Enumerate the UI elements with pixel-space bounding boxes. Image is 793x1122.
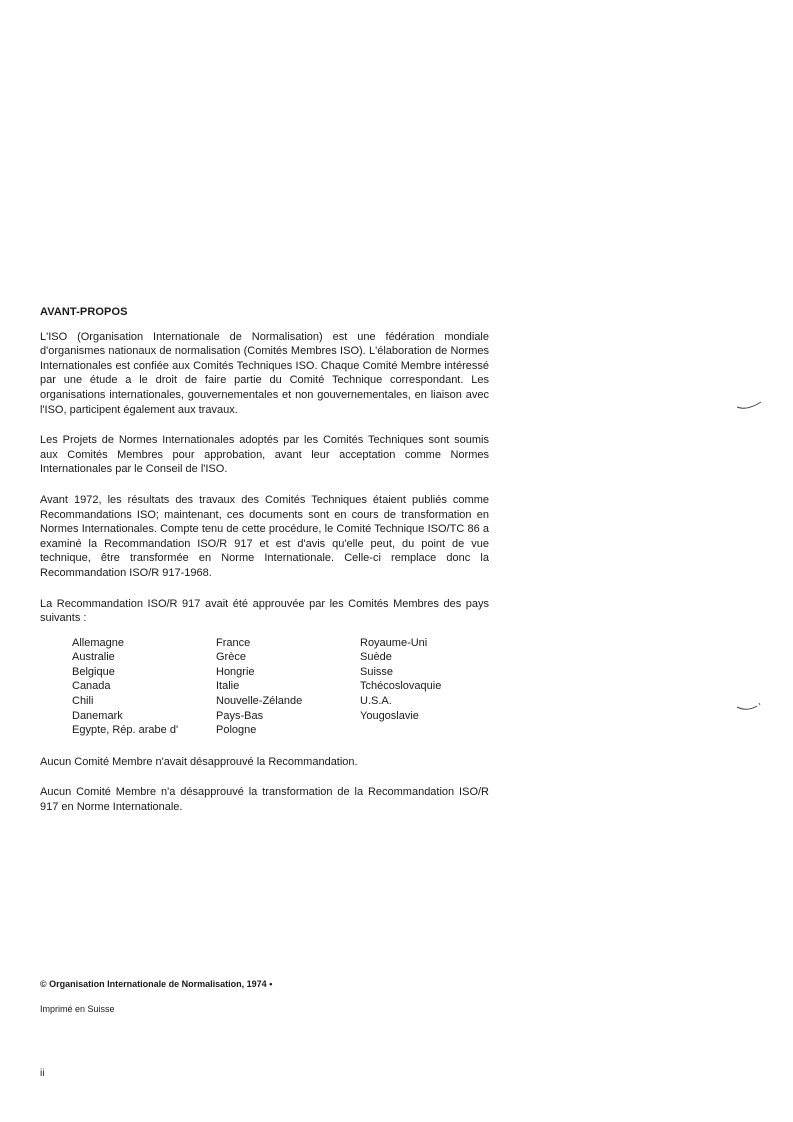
- paragraph-history: Avant 1972, les résultats des travaux des Comités Techniques étaient publiés comme Recommandations ISO; maintenant, ces documents sont en cours de transformation en Normes Internationales. Compte tenu de cette procédure, le Comité Technique ISO/TC 86 a examiné la Recommandation ISO/R 917 et est d'avis qu'elle peut, du point de vue technique, être transformée en Norme Internationale. Celle-ci remplace donc la Recommandation ISO/R 917-1968.: [40, 493, 489, 579]
- paragraph-approval-intro: La Recommandation ISO/R 917 avait été approuvée par les Comités Membres des pays suivants :: [40, 597, 489, 625]
- country-item: Egypte, Rép. arabe d': [72, 724, 179, 737]
- country-column-2: [216, 636, 360, 738]
- country-item: Pays-Bas: [216, 709, 264, 722]
- printed-in-notice: Imprimé en Suisse: [40, 1004, 115, 1014]
- country-item: Nouvelle-Zélande: [216, 695, 303, 708]
- country-item: Canada: [72, 680, 111, 693]
- paragraph-no-disapproval-transformation: Aucun Comité Membre n'a désapprouvé la transformation de la Recommandation ISO/R 917 en Norme Internationale.: [40, 786, 489, 814]
- country-item: Chili: [72, 695, 94, 708]
- country-item: Australie: [72, 651, 115, 664]
- country-item: Allemagne: [72, 636, 124, 649]
- country-column-3: [360, 636, 504, 738]
- country-item: Danemark: [72, 709, 123, 722]
- paragraph-draft-standards: Les Projets de Normes Internationales adoptés par les Comités Techniques sont soumis aux Comités Membres pour approbation, avant leur acceptation comme Normes Internationales par le Conseil de l'ISO.: [40, 434, 489, 476]
- country-item: Yougoslavie: [360, 709, 419, 722]
- section-heading: AVANT-PROPOS: [40, 306, 128, 318]
- country-item: Tchécoslovaquie: [360, 680, 442, 693]
- scan-mark-lower: [735, 700, 765, 716]
- country-item: Italie: [216, 680, 240, 693]
- country-item: Hongrie: [216, 665, 255, 678]
- country-item: Suède: [360, 651, 392, 664]
- country-item: Belgique: [72, 665, 115, 678]
- country-item: U.S.A.: [360, 695, 392, 708]
- paragraph-no-disapproval-recommendation: Aucun Comité Membre n'avait désapprouvé la Recommandation.: [40, 755, 358, 768]
- country-item: France: [216, 636, 251, 649]
- foreword-section: [40, 305, 489, 815]
- country-column-1: [72, 636, 216, 738]
- country-list: [72, 636, 489, 738]
- scan-mark-upper: [735, 398, 765, 412]
- country-item: Grèce: [216, 651, 246, 664]
- country-item: Suisse: [360, 665, 394, 678]
- country-item: Royaume-Uni: [360, 636, 428, 649]
- page-number: ii: [40, 1068, 45, 1079]
- copyright-notice: © Organisation Internationale de Normalisation, 1974 •: [40, 979, 273, 989]
- country-item: Pologne: [216, 724, 257, 737]
- paragraph-iso-intro: L'ISO (Organisation Internationale de Normalisation) est une fédération mondiale d'organismes nationaux de normalisation (Comités Membres ISO). L'élaboration de Normes Internationales est confiée aux Comités Techniques ISO. Chaque Comité Membre intéressé par une étude a le droit de faire partie du Comité Technique correspondant. Les organisations internationales, gouvernementales et non gouvernementales, en liaison avec l'ISO, participent également aux travaux.: [40, 330, 489, 416]
